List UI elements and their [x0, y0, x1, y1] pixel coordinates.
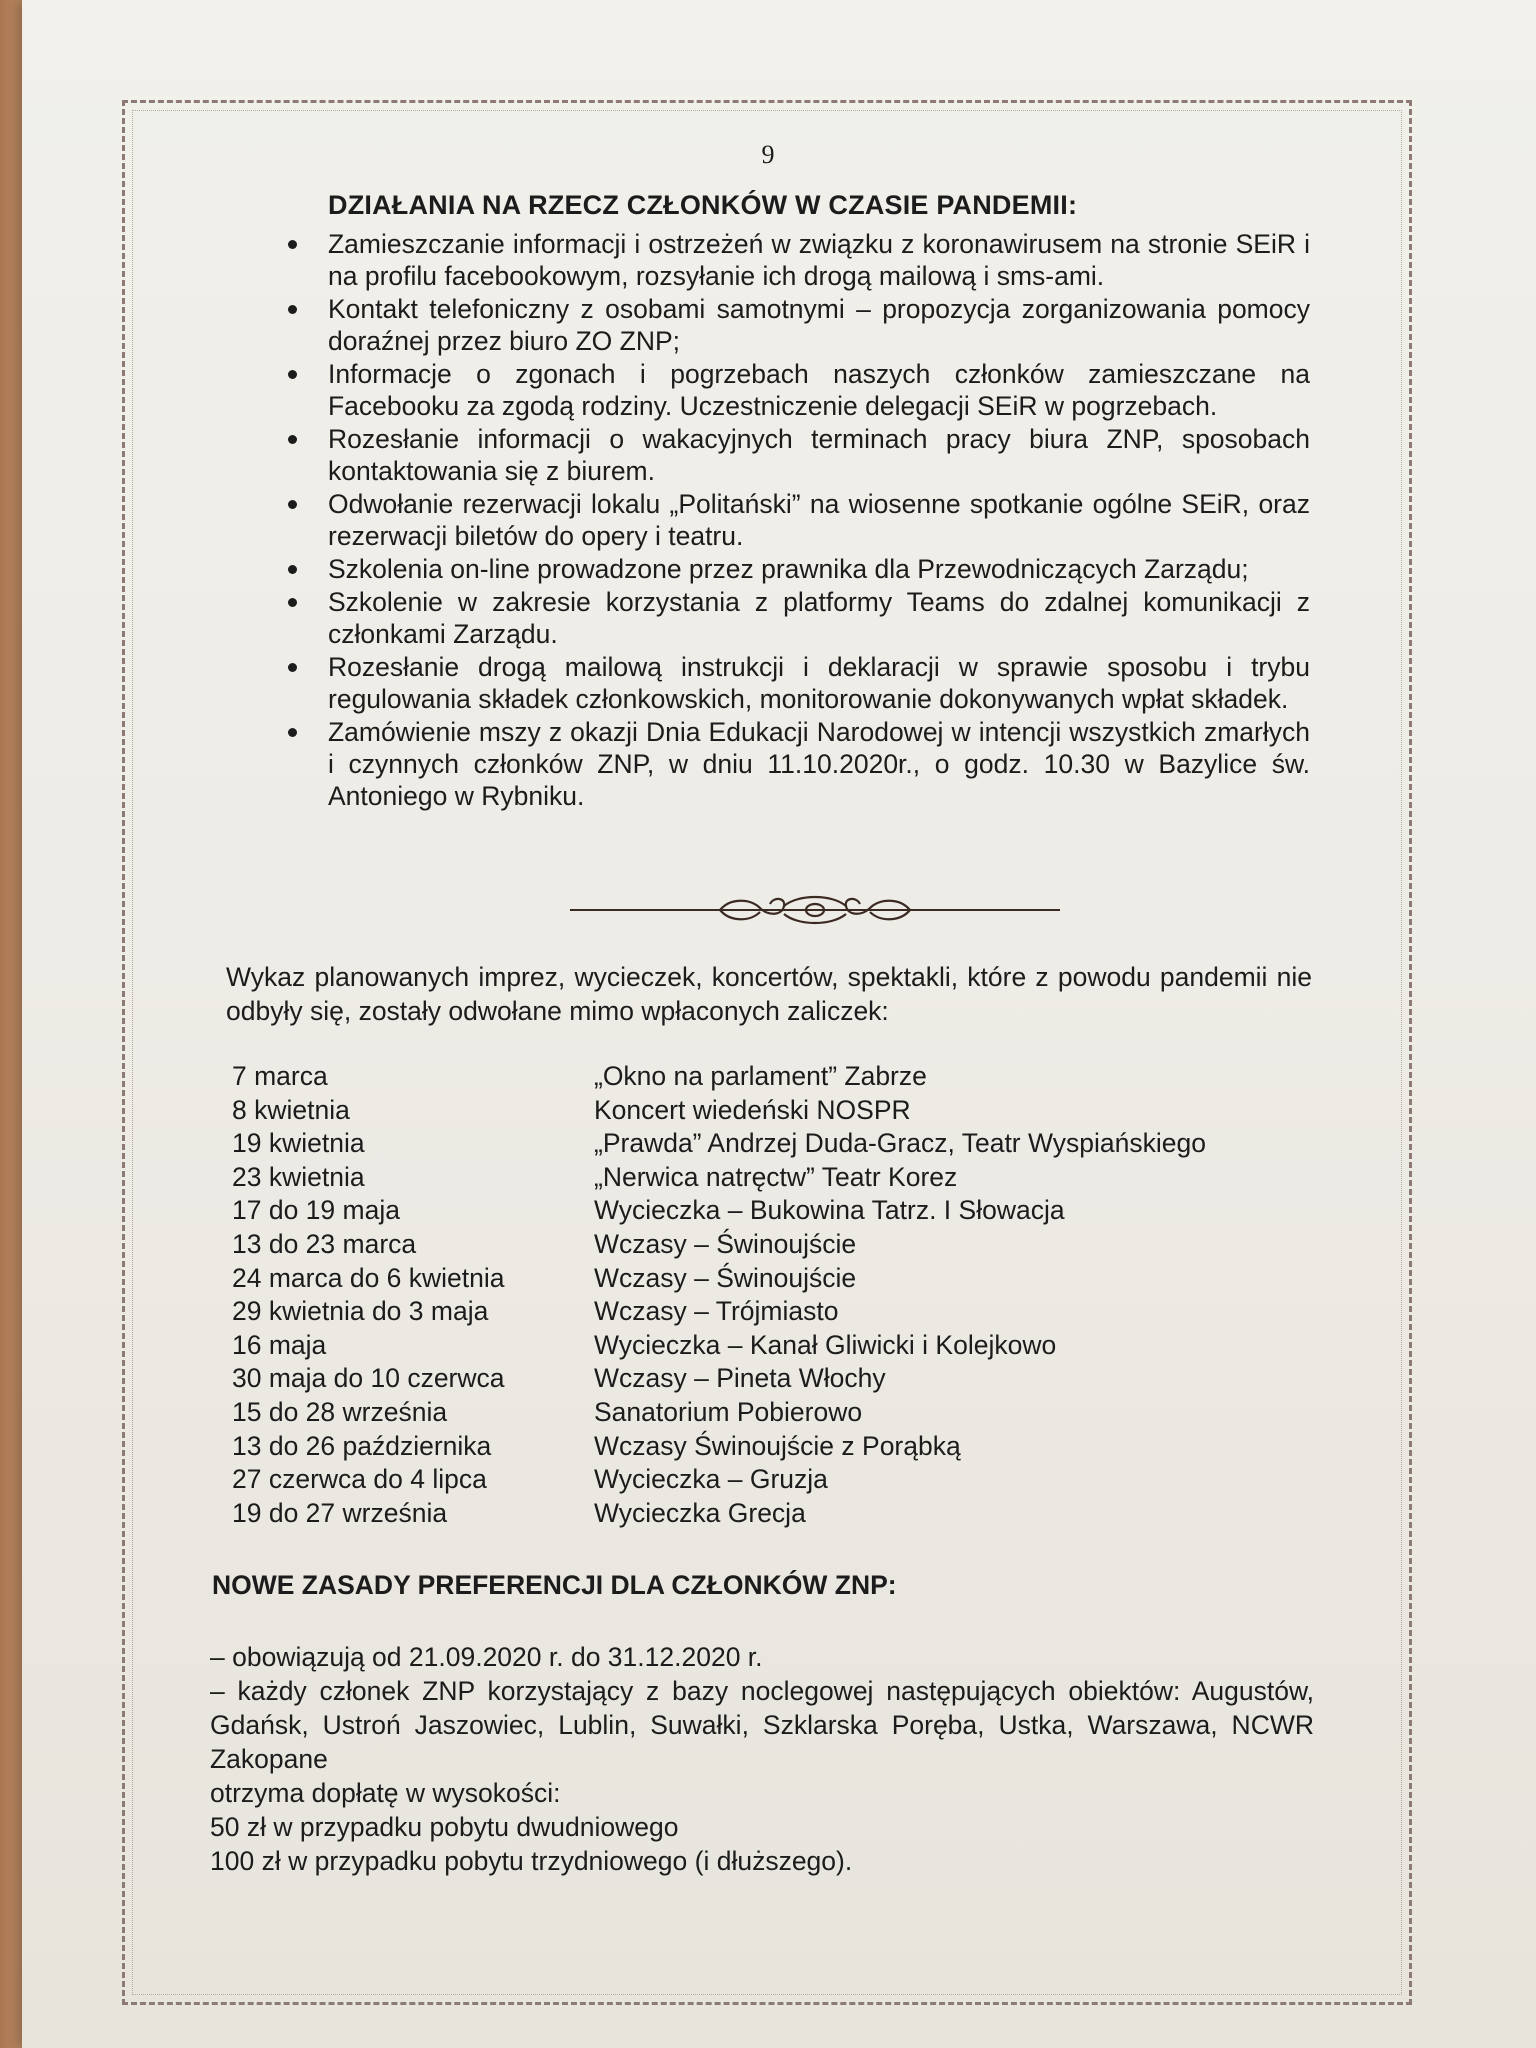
- event-date: 13 do 23 marca: [232, 1228, 417, 1259]
- event-name: Wczasy – Trójmiasto: [594, 1296, 839, 1327]
- table-row: [232, 1161, 1312, 1195]
- event-name: Wycieczka – Gruzja: [594, 1464, 828, 1495]
- event-date: 7 marca: [232, 1061, 328, 1091]
- event-date: 16 maja: [232, 1329, 327, 1360]
- cancelled-events-intro: Wykaz planowanych imprez, wycieczek, koncertów, spektakli, które z powodu pandemii nie odbyły się, zostały odwołane mimo wpłaconych zaliczek:: [226, 962, 1312, 1026]
- event-name: „Nerwica natręctw” Teatr Korez: [594, 1161, 958, 1192]
- event-name: Wycieczka Grecja: [594, 1497, 806, 1528]
- event-date: 30 maja do 10 czerwca: [232, 1363, 505, 1394]
- list-item: Zamieszczanie informacji i ostrzeżeń w związku z koronawirusem na stronie SEiR i na profilu facebookowym, rozsyłanie ich drogą mailową i sms-ami.: [280, 228, 1310, 292]
- event-date: 19 kwietnia: [232, 1128, 365, 1159]
- event-name: Wczasy – Pineta Włochy: [594, 1363, 886, 1394]
- event-date: 15 do 28 września: [232, 1396, 448, 1427]
- event-date: 23 kwietnia: [232, 1161, 365, 1192]
- table-row: [232, 1430, 1312, 1464]
- event-date: 27 czerwca do 4 lipca: [232, 1464, 487, 1495]
- event-name: Wczasy – Świnoujście: [594, 1262, 857, 1293]
- event-date: 29 kwietnia do 3 maja: [232, 1296, 489, 1327]
- table-row: [232, 1497, 1312, 1531]
- validity-line: – obowiązują od 21.09.2020 r. do 31.12.2020 r.: [210, 1642, 763, 1672]
- section-title-preferences: NOWE ZASADY PREFERENCJI DLA CZŁONKÓW ZNP:: [212, 1570, 897, 1600]
- three-days-line: 100 zł w przypadku pobytu trzydniowego (i dłuższego).: [210, 1846, 853, 1876]
- event-name: Koncert wiedeński NOSPR: [594, 1094, 911, 1125]
- event-date: 19 do 27 września: [232, 1497, 448, 1528]
- receives-line: otrzyma dopłatę w wysokości:: [210, 1778, 561, 1808]
- table-row: [232, 1262, 1312, 1296]
- table-row: [232, 1362, 1312, 1396]
- two-days-line: 50 zł w przypadku pobytu dwudniowego: [210, 1812, 679, 1842]
- event-name: „Okno na parlament” Zabrze: [594, 1061, 927, 1091]
- list-item: Informacje o zgonach i pogrzebach naszych członków zamieszczane na Facebooku za zgodą rodziny. Uczestniczenie delegacji SEiR w pogrzebach.: [280, 358, 1310, 422]
- table-row: [232, 1094, 1312, 1128]
- pandemic-actions-list: [280, 228, 1310, 813]
- event-name: Wycieczka – Kanał Gliwicki i Kolejkowo: [594, 1329, 1057, 1360]
- event-name: Sanatorium Pobierowo: [594, 1396, 863, 1427]
- cancelled-events-list: [232, 1060, 1312, 1530]
- list-item: Rozesłanie drogą mailową instrukcji i deklaracji w sprawie sposobu i trybu regulowania składek członkowskich, monitorowanie dokonywanych wpłat składek.: [280, 651, 1310, 715]
- list-item: Szkolenie w zakresie korzystania z platformy Teams do zdalnej komunikacji z członkami Zarządu.: [280, 586, 1310, 650]
- list-item: Szkolenia on-line prowadzone przez prawnika dla Przewodniczących Zarządu;: [280, 553, 1310, 585]
- event-name: Wycieczka – Bukowina Tatrz. I Słowacja: [594, 1195, 1065, 1226]
- event-name: Wczasy Świnoujście z Porąbką: [594, 1430, 961, 1461]
- event-date: 8 kwietnia: [232, 1094, 350, 1125]
- table-row: [232, 1463, 1312, 1497]
- table-row: [232, 1295, 1312, 1329]
- event-name: „Prawda” Andrzej Duda-Gracz, Teatr Wyspiańskiego: [594, 1128, 1206, 1159]
- table-row: [232, 1228, 1312, 1262]
- page-number: 9: [761, 140, 775, 169]
- table-row: [232, 1396, 1312, 1430]
- list-item: Zamówienie mszy z okazji Dnia Edukacji Narodowej w intencji wszystkich zmarłych i czynnych członków ZNP, w dniu 11.10.2020r., o godz. 10.30 w Bazylice św. Antoniego w Rybniku.: [280, 716, 1310, 812]
- table-row: [232, 1127, 1312, 1161]
- event-date: 17 do 19 maja: [232, 1195, 400, 1226]
- event-date: 13 do 26 października: [232, 1430, 492, 1461]
- preferences-text: [210, 1602, 1314, 1878]
- event-date: 24 marca do 6 kwietnia: [232, 1262, 505, 1293]
- list-item: Kontakt telefoniczny z osobami samotnymi – propozycja zorganizowania pomocy doraźnej przez biuro ZO ZNP;: [280, 293, 1310, 357]
- list-item: Odwołanie rezerwacji lokalu „Politański” na wiosenne spotkanie ogólne SEiR, oraz rezerwacji biletów do opery i teatru.: [280, 488, 1310, 552]
- event-name: Wczasy – Świnoujście: [594, 1228, 857, 1259]
- table-row: [232, 1194, 1312, 1228]
- table-row: [232, 1329, 1312, 1363]
- section-title-pandemic-actions: DZIAŁANIA NA RZECZ CZŁONKÓW W CZASIE PANDEMII:: [328, 190, 1078, 220]
- member-line: – każdy członek ZNP korzystający z bazy noclegowej następujących obiektów: Augustów, Gdańsk, Ustroń Jaszowiec, Lublin, Suwałki, Szklarska Poręba, Ustka, Warszawa, NCWR Zakopane: [210, 1676, 1314, 1774]
- table-row: [232, 1060, 1312, 1094]
- flourish-divider-icon: [570, 890, 1060, 930]
- list-item: Rozesłanie informacji o wakacyjnych terminach pracy biura ZNP, sposobach kontaktowania się z biurem.: [280, 423, 1310, 487]
